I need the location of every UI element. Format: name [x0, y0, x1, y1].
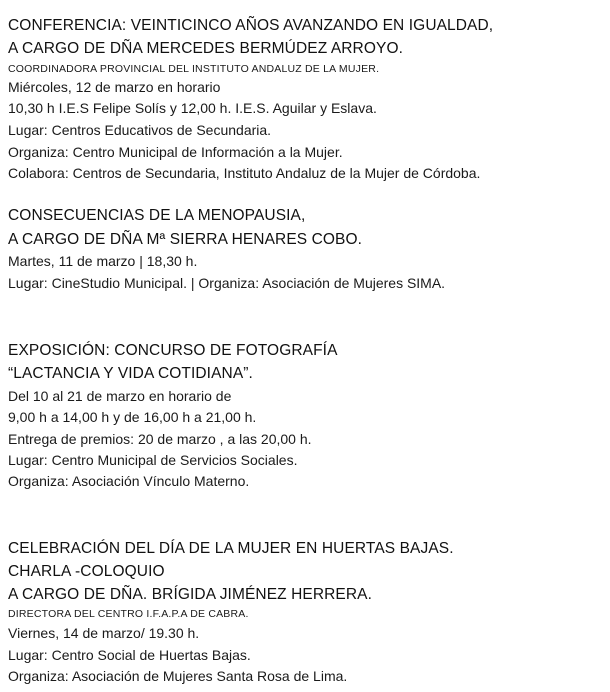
event-1-title: CONFERENCIA: VEINTICINCO AÑOS AVANZANDO EN IGUALDAD,	[8, 17, 494, 34]
event-4-organizer: Organiza: Asociación de Mujeres Santa Rosa de Lima.	[8, 668, 348, 684]
event-4-speaker-role: DIRECTORA DEL CENTRO I.F.A.P.A DE CABRA.	[8, 608, 249, 620]
event-4-title: CELEBRACIÓN DEL DÍA DE LA MUJER EN HUERTAS BAJAS.	[8, 540, 454, 557]
event-4-subtitle: CHARLA -COLOQUIO	[8, 563, 165, 580]
event-2-date: Martes, 11 de marzo | 18,30 h.	[8, 253, 198, 269]
event-3-hours: 9,00 h a 14,00 h y de 16,00 h a 21,00 h.	[8, 409, 257, 425]
event-1-date: Miércoles, 12 de marzo en horario	[8, 79, 221, 95]
event-4-place: Lugar: Centro Social de Huertas Bajas.	[8, 647, 251, 663]
event-2-title: CONSECUENCIAS DE LA MENOPAUSIA,	[8, 207, 306, 224]
event-3-title: EXPOSICIÓN: CONCURSO DE FOTOGRAFÍA	[8, 342, 338, 359]
event-4-date: Viernes, 14 de marzo/ 19.30 h.	[8, 625, 200, 641]
event-1-collaborator: Colabora: Centros de Secundaria, Instituto Andaluz de la Mujer de Córdoba.	[8, 165, 481, 181]
event-4-speaker: A CARGO DE DÑA. BRÍGIDA JIMÉNEZ HERRERA.	[8, 586, 373, 603]
event-1-organizer: Organiza: Centro Municipal de Información a la Mujer.	[8, 144, 343, 160]
event-1-schedule: 10,30 h I.E.S Felipe Solís y 12,00 h. I.E.S. Aguilar y Eslava.	[8, 100, 377, 116]
event-1-speaker: A CARGO DE DÑA MERCEDES BERMÚDEZ ARROYO.	[8, 40, 404, 57]
event-3-subtitle: “LACTANCIA Y VIDA COTIDIANA”.	[8, 365, 253, 382]
event-1-place: Lugar: Centros Educativos de Secundaria.	[8, 122, 272, 138]
event-3-awards: Entrega de premios: 20 de marzo , a las 20,00 h.	[8, 431, 312, 447]
event-3-organizer: Organiza: Asociación Vínculo Materno.	[8, 473, 250, 489]
event-1-speaker-role: COORDINADORA PROVINCIAL DEL INSTITUTO ANDALUZ DE LA MUJER.	[8, 63, 380, 75]
event-2-speaker: A CARGO DE DÑA Mª SIERRA HENARES COBO.	[8, 231, 363, 248]
event-2-place-organizer: Lugar: CineStudio Municipal. | Organiza: Asociación de Mujeres SIMA.	[8, 275, 446, 291]
event-3-dates: Del 10 al 21 de marzo en horario de	[8, 388, 232, 404]
event-3-place: Lugar: Centro Municipal de Servicios Sociales.	[8, 452, 298, 468]
